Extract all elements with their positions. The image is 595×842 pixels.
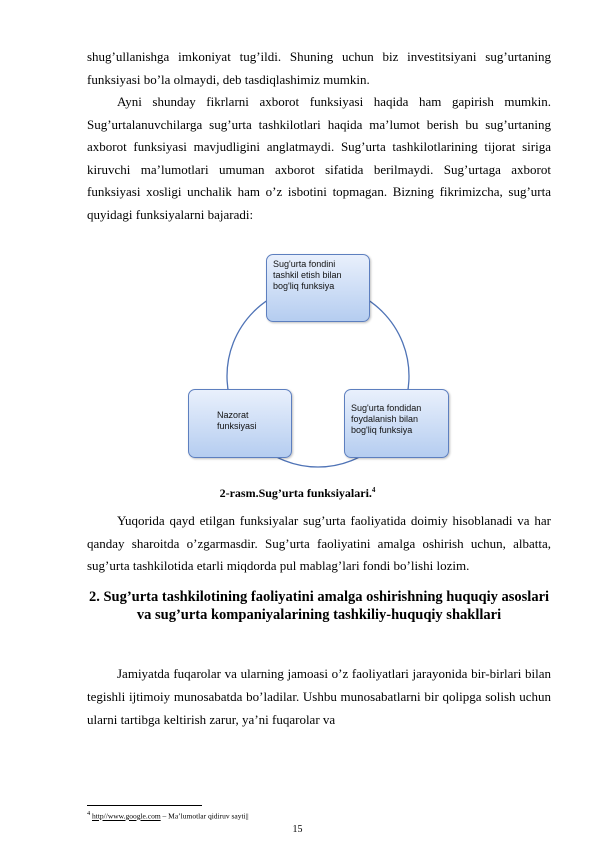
caption-text: 2-rasm.Sug’urta funksiyalari.: [219, 486, 372, 500]
node-fund-formation: Sug'urta fondini tashkil etish bilan bog'liq funksiya: [266, 254, 370, 322]
paragraph-4: Jamiyatda fuqarolar va ularning jamoasi o’z faoliyatlari jarayonida bir-birlari bilan tegishli ijtimoiy munosabatda bo’ladilar. Ushbu munosabatlarni bir qolipga solish uchun ularni tartibga keltirish zarur, ya’ni fuqarolar va: [87, 666, 551, 727]
caption-footnote-ref: 4: [371, 486, 376, 494]
paragraph-1: shug’ullanishga imkoniyat tug’ildi. Shuning uchun biz investitsiyani sug’urtaning funksiyasi bo’la olmaydi, deb tasdiqlashimiz mumkin.: [87, 49, 551, 87]
footnote: [87, 810, 249, 821]
footnote-divider: [87, 805, 202, 806]
footnote-link[interactable]: http//www.google.com: [92, 811, 161, 821]
node-control: Nazorat funksiyasi: [188, 389, 292, 458]
footnote-number: 4: [87, 810, 91, 817]
paragraph-2: Ayni shunday fikrlarni axborot funksiyasi haqida ham gapirish mumkin. Sug’urtalanuvchilarga sug’urta tashkilotlari haqida ma’lumot berish bu sug’urtaning axborot funksiyasi mavjudligini anglatmaydi. Sug’urta tashkilotlarining tijorat siriga kiruvchi ma’lumotlari umuman axborot sifatida berilmaydi. Sug’urtaga axborot funksiyasi xosligi unchalik ham o’z isbotini topmagan. Bizning fikrimizcha, sug’urta quyidagi funksiyalarni bajaradi:: [87, 94, 551, 222]
section-heading: 2. Sug’urta tashkilotining faoliyatini amalga oshirishning huquqiy asoslari va sug’urta kompaniyalarining tashkiliy-huquqiy shakllari: [88, 589, 550, 623]
node-fund-usage: Sug'urta fondidan foydalanish bilan bog'liq funksiya: [344, 389, 449, 458]
paragraph-3: Yuqorida qayd etilgan funksiyalar sug’urta faoliyatida doimiy hisoblanadi va har qanday sharoitda o’zgarmasdir. Sug’urta faoliyatini amalga oshirish uchun, albatta, sug’urta tashkilotida etarli miqdorda pul mablag’lari fondi bo’lishi lozim.: [87, 513, 551, 573]
page-number: 15: [292, 824, 303, 835]
figure-caption: [0, 486, 595, 501]
functions-diagram: [180, 252, 460, 474]
footnote-text: – Ma’lumotlar qidiruv sayti||: [160, 811, 249, 821]
